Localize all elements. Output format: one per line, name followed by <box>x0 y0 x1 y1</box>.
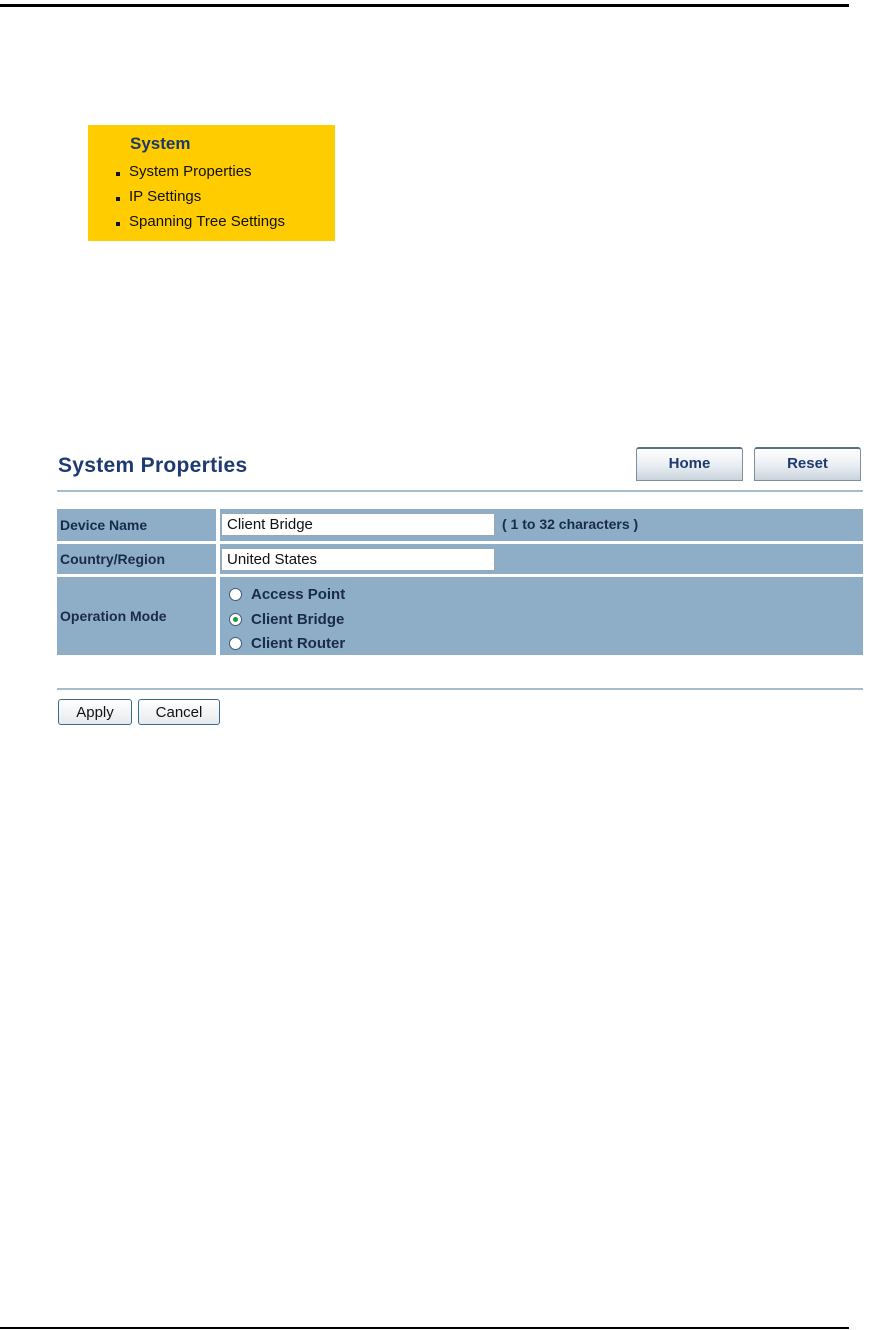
bullet-icon <box>116 222 120 226</box>
top-page-rule <box>0 4 849 7</box>
home-button[interactable]: Home <box>636 447 743 481</box>
radio-label: Access Point <box>251 586 346 603</box>
header-divider <box>57 490 863 492</box>
bullet-icon <box>116 172 120 176</box>
country-region-row <box>57 544 863 574</box>
menu-item-label: Spanning Tree Settings <box>129 213 285 230</box>
device-name-hint: ( 1 to 32 characters ) <box>502 516 639 532</box>
menu-item-ip-settings[interactable] <box>116 188 201 205</box>
menu-item-spanning-tree-settings[interactable] <box>116 213 285 230</box>
form-divider <box>57 688 863 690</box>
cancel-button[interactable]: Cancel <box>138 699 220 725</box>
operation-mode-row <box>57 577 863 655</box>
device-name-input[interactable] <box>221 513 495 536</box>
bottom-page-rule <box>0 1327 849 1329</box>
device-name-row <box>57 509 863 541</box>
menu-title: System <box>130 134 191 153</box>
radio-label: Client Router <box>251 635 346 652</box>
radio-client-router[interactable] <box>229 635 345 652</box>
radio-button-icon[interactable] <box>229 588 242 601</box>
apply-button[interactable]: Apply <box>58 699 132 725</box>
country-region-input[interactable] <box>221 548 495 571</box>
reset-button[interactable]: Reset <box>754 447 861 481</box>
radio-button-selected-icon[interactable] <box>229 613 242 626</box>
country-region-label: Country/Region <box>60 551 165 567</box>
radio-button-icon[interactable] <box>229 637 242 650</box>
system-menu <box>88 125 335 241</box>
page-title: System Properties <box>58 454 248 477</box>
column-separator <box>216 577 220 655</box>
radio-label: Client Bridge <box>251 611 345 628</box>
menu-item-label: System Properties <box>129 163 252 180</box>
radio-access-point[interactable] <box>229 586 345 603</box>
menu-item-system-properties[interactable] <box>116 163 252 180</box>
operation-mode-label: Operation Mode <box>60 608 167 624</box>
column-separator <box>216 544 220 574</box>
column-separator <box>216 509 220 541</box>
radio-client-bridge[interactable] <box>229 611 344 628</box>
menu-item-label: IP Settings <box>129 188 202 205</box>
device-name-label: Device Name <box>60 517 148 533</box>
bullet-icon <box>116 197 120 201</box>
